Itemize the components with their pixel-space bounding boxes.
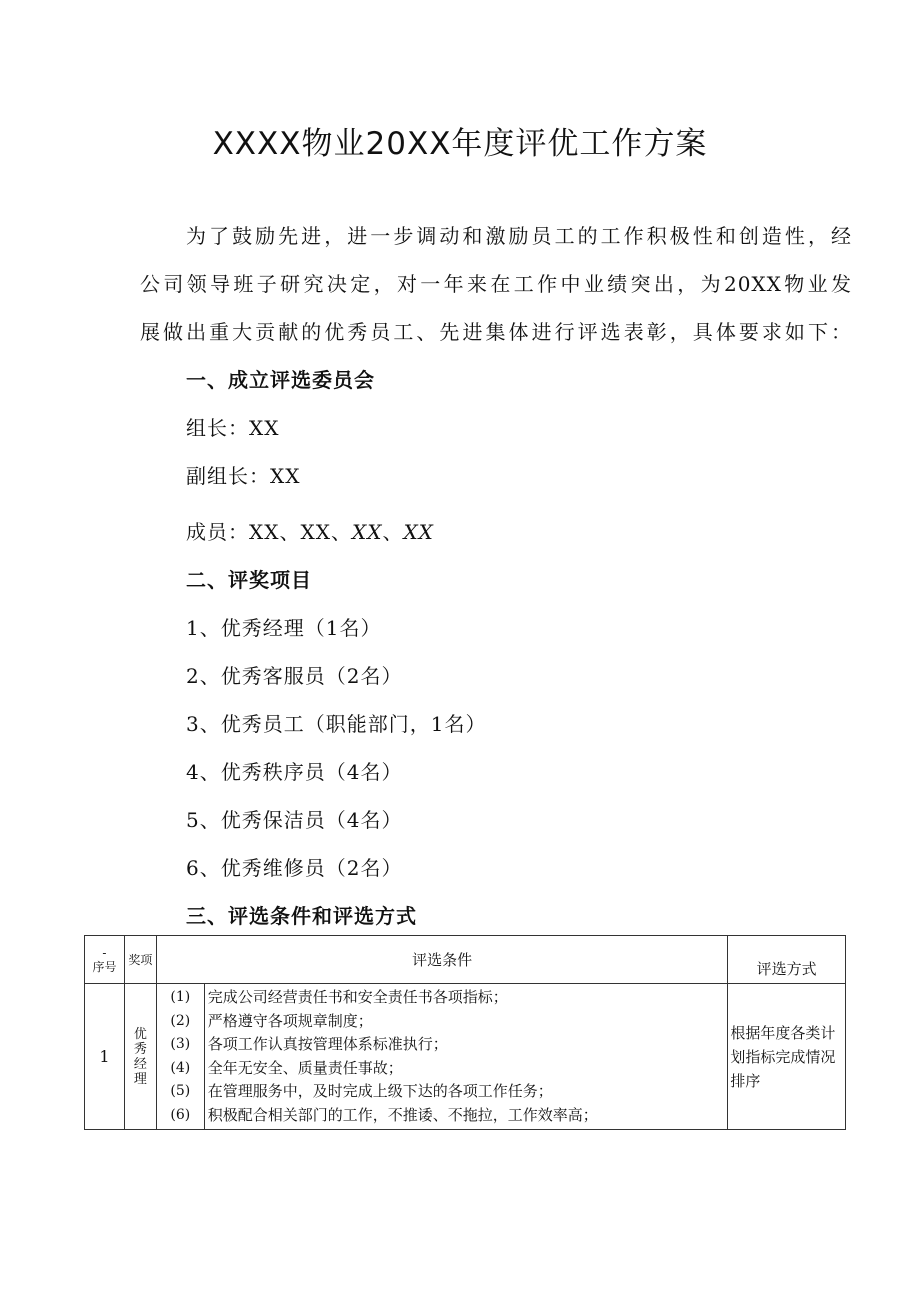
row-seq: 1 xyxy=(85,984,125,1130)
header-conditions: 评选条件 xyxy=(156,936,727,984)
header-mark: - xyxy=(102,945,107,960)
row-award-text: 优秀经理 xyxy=(133,1026,147,1087)
intro-line-3: 展做出重大贡献的优秀员工、先进集体进行评选表彰，具体要求如下： xyxy=(140,320,852,344)
intro-line-1: 为了鼓励先进，进一步调动和激励员工的工作积极性和创造性，经 xyxy=(186,224,852,248)
member-italic-1: XX xyxy=(351,520,383,544)
section-1-heading: 一、成立评选委员会 xyxy=(186,368,375,392)
condition-text: 各项工作认真按管理体系标准执行； xyxy=(207,1035,448,1053)
document-title: XXXX物业20XX年度评优工作方案 xyxy=(212,126,708,162)
condition-text: 完成公司经营责任书和安全责任书各项指标； xyxy=(207,988,508,1006)
condition-number: (5) xyxy=(170,1083,191,1099)
condition-number: (6) xyxy=(170,1106,191,1123)
award-item: 1、优秀经理（1名） xyxy=(186,616,382,640)
intro-line-2: 公司领导班子研究决定，对一年来在工作中业绩突出，为20XX物业发 xyxy=(140,272,852,296)
condition-texts xyxy=(204,984,728,1130)
award-item: 4、优秀秩序员（4名） xyxy=(186,760,403,784)
award-item: 6、优秀维修员（2名） xyxy=(186,856,403,880)
condition-text: 在管理服务中，及时完成上级下达的各项工作任务； xyxy=(207,1082,553,1100)
evaluation-table xyxy=(84,935,846,1130)
section-2-heading: 二、评奖项目 xyxy=(186,568,312,592)
row-award xyxy=(124,984,156,1130)
award-item: 5、优秀保洁员（4名） xyxy=(186,808,403,832)
header-award: 奖项 xyxy=(124,936,156,984)
header-seq-label: 序号 xyxy=(92,959,117,974)
condition-text: 积极配合相关部门的工作，不推诿、不拖拉，工作效率高； xyxy=(207,1105,598,1124)
condition-text: 全年无安全、质量责任事故； xyxy=(207,1058,403,1077)
condition-number: (4) xyxy=(170,1059,191,1076)
deputy-leader-line: 副组长：XX xyxy=(186,464,301,488)
award-item: 3、优秀员工（职能部门，1名） xyxy=(186,712,487,736)
header-method: 评选方式 xyxy=(728,936,846,984)
leader-line: 组长：XX xyxy=(186,416,280,440)
members-separator: 、 xyxy=(382,520,404,544)
condition-number: (2) xyxy=(170,1012,191,1029)
section-3-heading: 三、评选条件和评选方式 xyxy=(186,904,417,928)
condition-text: 严格遵守各项规章制度； xyxy=(207,1011,373,1030)
header-seq xyxy=(85,936,125,984)
table-header-row xyxy=(85,936,846,984)
condition-number: (1) xyxy=(170,989,191,1005)
award-item: 2、优秀客服员（2名） xyxy=(186,664,403,688)
row-method: 根据年度各类计划指标完成情况排序 xyxy=(728,984,846,1130)
condition-number: (3) xyxy=(170,1036,191,1052)
condition-numbers xyxy=(156,984,204,1130)
members-line xyxy=(186,516,434,545)
member-italic-2: XX xyxy=(403,520,434,544)
members-prefix: 成员：XX、XX、 xyxy=(186,520,352,544)
table-row xyxy=(85,984,846,1130)
